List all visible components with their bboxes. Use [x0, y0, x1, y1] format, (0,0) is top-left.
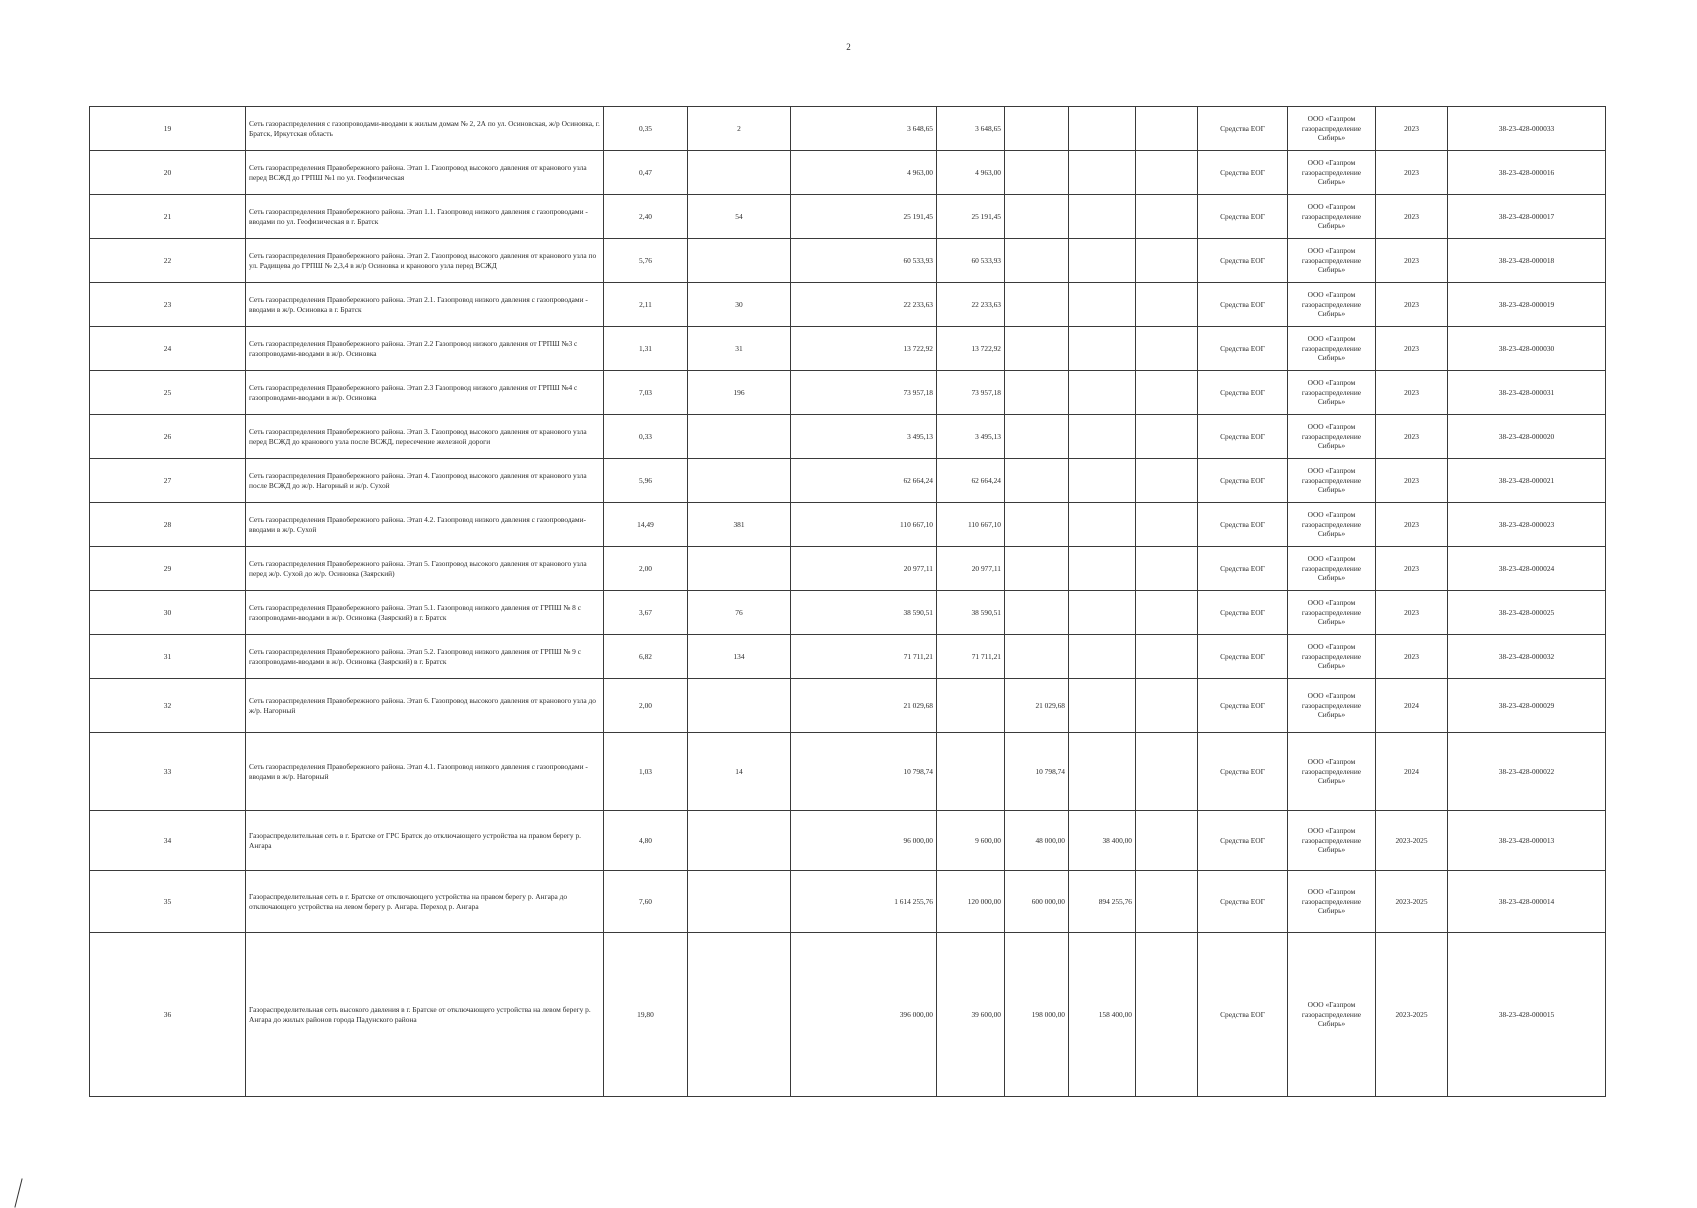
cost-2025-cell [1069, 195, 1136, 239]
length-km-cell: 5,96 [604, 459, 688, 503]
extra-cost-cell [1136, 239, 1198, 283]
executor-org-cell: ООО «Газпром газораспределение Сибирь» [1288, 635, 1376, 679]
object-name-cell: Сеть газораспределения Правобережного района. Этап 4.2. Газопровод низкого давления с газопроводами-вводами в ж/р. Сухой [246, 503, 604, 547]
row-number-cell: 33 [90, 733, 246, 811]
funding-source-cell: Средства ЕОГ [1198, 415, 1288, 459]
cost-2024-cell [1005, 415, 1069, 459]
implementation-years-cell: 2023 [1376, 195, 1448, 239]
extra-cost-cell [1136, 933, 1198, 1097]
total-cost-cell: 21 029,68 [791, 679, 937, 733]
implementation-years-cell: 2023 [1376, 503, 1448, 547]
extra-cost-cell [1136, 195, 1198, 239]
length-km-cell: 2,00 [604, 679, 688, 733]
table-row [90, 107, 1606, 151]
length-km-cell: 19,80 [604, 933, 688, 1097]
funding-source-cell: Средства ЕОГ [1198, 459, 1288, 503]
length-km-cell: 4,80 [604, 811, 688, 871]
cost-2025-cell [1069, 151, 1136, 195]
cost-2024-cell: 21 029,68 [1005, 679, 1069, 733]
cost-2025-cell [1069, 547, 1136, 591]
cost-2024-cell: 10 798,74 [1005, 733, 1069, 811]
row-number-cell: 29 [90, 547, 246, 591]
row-number-cell: 34 [90, 811, 246, 871]
executor-org-cell: ООО «Газпром газораспределение Сибирь» [1288, 371, 1376, 415]
program-code-cell: 38-23-428-000022 [1448, 733, 1606, 811]
cost-2024-cell [1005, 547, 1069, 591]
cost-2024-cell: 198 000,00 [1005, 933, 1069, 1097]
cost-2025-cell [1069, 327, 1136, 371]
extra-cost-cell [1136, 871, 1198, 933]
implementation-years-cell: 2023 [1376, 283, 1448, 327]
table-row [90, 591, 1606, 635]
funding-source-cell: Средства ЕОГ [1198, 151, 1288, 195]
cost-2024-cell [1005, 239, 1069, 283]
cost-2023-cell: 71 711,21 [937, 635, 1005, 679]
table-row [90, 811, 1606, 871]
executor-org-cell: ООО «Газпром газораспределение Сибирь» [1288, 239, 1376, 283]
connections-count-cell [688, 415, 791, 459]
funding-source-cell: Средства ЕОГ [1198, 327, 1288, 371]
implementation-years-cell: 2023 [1376, 371, 1448, 415]
executor-org-cell: ООО «Газпром газораспределение Сибирь» [1288, 811, 1376, 871]
cost-2025-cell [1069, 459, 1136, 503]
funding-source-cell: Средства ЕОГ [1198, 591, 1288, 635]
cost-2023-cell: 62 664,24 [937, 459, 1005, 503]
cost-2023-cell: 9 600,00 [937, 811, 1005, 871]
program-code-cell: 38-23-428-000031 [1448, 371, 1606, 415]
table-row [90, 459, 1606, 503]
object-name-cell: Сеть газораспределения Правобережного района. Этап 2.1. Газопровод низкого давления с газопроводами - вводами в ж/р. Осиновка в г. Братск [246, 283, 604, 327]
table-row [90, 733, 1606, 811]
connections-count-cell: 134 [688, 635, 791, 679]
object-name-cell: Сеть газораспределения Правобережного района. Этап 5. Газопровод высокого давления от кранового узла перед ж/р. Сухой до ж/р. Осиновка (Заярский) [246, 547, 604, 591]
object-name-cell: Сеть газораспределения Правобережного района. Этап 2.2 Газопровод низкого давления от ГРПШ №3 с газопроводами-вводами в ж/р. Осиновка [246, 327, 604, 371]
connections-count-cell: 196 [688, 371, 791, 415]
executor-org-cell: ООО «Газпром газораспределение Сибирь» [1288, 415, 1376, 459]
executor-org-cell: ООО «Газпром газораспределение Сибирь» [1288, 327, 1376, 371]
program-code-cell: 38-23-428-000029 [1448, 679, 1606, 733]
table-row [90, 151, 1606, 195]
implementation-years-cell: 2023 [1376, 635, 1448, 679]
extra-cost-cell [1136, 733, 1198, 811]
cost-2024-cell [1005, 459, 1069, 503]
extra-cost-cell [1136, 547, 1198, 591]
cost-2024-cell [1005, 371, 1069, 415]
table-row [90, 239, 1606, 283]
cost-2023-cell: 73 957,18 [937, 371, 1005, 415]
cost-2023-cell [937, 679, 1005, 733]
length-km-cell: 5,76 [604, 239, 688, 283]
executor-org-cell: ООО «Газпром газораспределение Сибирь» [1288, 547, 1376, 591]
object-name-cell: Сеть газораспределения Правобережного района. Этап 2. Газопровод высокого давления от кранового узла по ул. Радищева до ГРПШ № 2,3,4 в ж/р Осиновка и кранового узла перед ВСЖД [246, 239, 604, 283]
row-number-cell: 26 [90, 415, 246, 459]
program-code-cell: 38-23-428-000030 [1448, 327, 1606, 371]
cost-2024-cell [1005, 195, 1069, 239]
implementation-years-cell: 2023 [1376, 107, 1448, 151]
table-row [90, 635, 1606, 679]
implementation-years-cell: 2023-2025 [1376, 933, 1448, 1097]
extra-cost-cell [1136, 459, 1198, 503]
row-number-cell: 27 [90, 459, 246, 503]
executor-org-cell: ООО «Газпром газораспределение Сибирь» [1288, 933, 1376, 1097]
connections-count-cell [688, 933, 791, 1097]
object-name-cell: Газораспределительная сеть в г. Братске от ГРС Братск до отключающего устройства на правом берегу р. Ангара [246, 811, 604, 871]
cost-2024-cell [1005, 503, 1069, 547]
extra-cost-cell [1136, 151, 1198, 195]
cost-2024-cell [1005, 591, 1069, 635]
cost-2024-cell [1005, 327, 1069, 371]
extra-cost-cell [1136, 679, 1198, 733]
total-cost-cell: 38 590,51 [791, 591, 937, 635]
cost-2023-cell: 110 667,10 [937, 503, 1005, 547]
row-number-cell: 31 [90, 635, 246, 679]
connections-count-cell [688, 871, 791, 933]
cost-2023-cell: 3 648,65 [937, 107, 1005, 151]
connections-count-cell: 54 [688, 195, 791, 239]
length-km-cell: 7,03 [604, 371, 688, 415]
funding-source-cell: Средства ЕОГ [1198, 107, 1288, 151]
implementation-years-cell: 2023-2025 [1376, 811, 1448, 871]
table-row [90, 503, 1606, 547]
pen-mark [14, 1178, 22, 1207]
cost-2025-cell [1069, 733, 1136, 811]
total-cost-cell: 73 957,18 [791, 371, 937, 415]
executor-org-cell: ООО «Газпром газораспределение Сибирь» [1288, 195, 1376, 239]
program-code-cell: 38-23-428-000033 [1448, 107, 1606, 151]
executor-org-cell: ООО «Газпром газораспределение Сибирь» [1288, 733, 1376, 811]
program-code-cell: 38-23-428-000016 [1448, 151, 1606, 195]
funding-source-cell: Средства ЕОГ [1198, 635, 1288, 679]
extra-cost-cell [1136, 503, 1198, 547]
funding-source-cell: Средства ЕОГ [1198, 503, 1288, 547]
row-number-cell: 36 [90, 933, 246, 1097]
extra-cost-cell [1136, 371, 1198, 415]
cost-2025-cell: 38 400,00 [1069, 811, 1136, 871]
row-number-cell: 24 [90, 327, 246, 371]
cost-2024-cell [1005, 283, 1069, 327]
cost-2025-cell [1069, 635, 1136, 679]
program-code-cell: 38-23-428-000021 [1448, 459, 1606, 503]
object-name-cell: Сеть газораспределения Правобережного района. Этап 6. Газопровод высокого давления от кранового узла до ж/р. Нагорный [246, 679, 604, 733]
connections-count-cell: 14 [688, 733, 791, 811]
total-cost-cell: 4 963,00 [791, 151, 937, 195]
cost-2025-cell [1069, 283, 1136, 327]
connections-count-cell: 30 [688, 283, 791, 327]
connections-count-cell: 381 [688, 503, 791, 547]
program-code-cell: 38-23-428-000020 [1448, 415, 1606, 459]
object-name-cell: Сеть газораспределения Правобережного района. Этап 5.2. Газопровод низкого давления от ГРПШ № 9 с газопроводами-вводами в ж/р. Осиновка (Заярский) в г. Братск [246, 635, 604, 679]
object-name-cell: Сеть газораспределения Правобережного района. Этап 4. Газопровод высокого давления от кранового узла после ВСЖД до ж/р. Нагорный и ж/р. Сухой [246, 459, 604, 503]
implementation-years-cell: 2023 [1376, 591, 1448, 635]
cost-2025-cell [1069, 239, 1136, 283]
object-name-cell: Сеть газораспределения Правобережного района. Этап 2.3 Газопровод низкого давления от ГРПШ №4 с газопроводами-вводами в ж/р. Осиновка [246, 371, 604, 415]
table-row [90, 933, 1606, 1097]
row-number-cell: 28 [90, 503, 246, 547]
row-number-cell: 23 [90, 283, 246, 327]
object-name-cell: Газораспределительная сеть в г. Братске от отключающего устройства на правом берегу р. Ангара до отключающего устройства на левом берегу р. Ангара. Переход р. Ангара [246, 871, 604, 933]
implementation-years-cell: 2023 [1376, 547, 1448, 591]
object-name-cell: Сеть газораспределения Правобережного района. Этап 4.1. Газопровод низкого давления с газопроводами - вводами в ж/р. Нагорный [246, 733, 604, 811]
page-number: 2 [846, 42, 851, 52]
table-row [90, 679, 1606, 733]
funding-source-cell: Средства ЕОГ [1198, 195, 1288, 239]
program-code-cell: 38-23-428-000018 [1448, 239, 1606, 283]
cost-2023-cell: 3 495,13 [937, 415, 1005, 459]
funding-source-cell: Средства ЕОГ [1198, 933, 1288, 1097]
total-cost-cell: 396 000,00 [791, 933, 937, 1097]
funding-source-cell: Средства ЕОГ [1198, 679, 1288, 733]
executor-org-cell: ООО «Газпром газораспределение Сибирь» [1288, 459, 1376, 503]
cost-2025-cell [1069, 503, 1136, 547]
row-number-cell: 30 [90, 591, 246, 635]
length-km-cell: 0,47 [604, 151, 688, 195]
table-row [90, 283, 1606, 327]
object-name-cell: Сеть газораспределения Правобережного района. Этап 1. Газопровод высокого давления от кранового узла перед ВСЖД до ГРПШ №1 по ул. Геофизическая [246, 151, 604, 195]
object-name-cell: Сеть газораспределения Правобережного района. Этап 1.1. Газопровод низкого давления с газопроводами - вводами по ул. Геофизическая в г. Братск [246, 195, 604, 239]
table-row [90, 371, 1606, 415]
row-number-cell: 32 [90, 679, 246, 733]
funding-source-cell: Средства ЕОГ [1198, 239, 1288, 283]
cost-2025-cell: 158 400,00 [1069, 933, 1136, 1097]
table-row [90, 871, 1606, 933]
connections-count-cell [688, 151, 791, 195]
row-number-cell: 21 [90, 195, 246, 239]
length-km-cell: 2,00 [604, 547, 688, 591]
cost-2023-cell [937, 733, 1005, 811]
extra-cost-cell [1136, 415, 1198, 459]
cost-2023-cell: 39 600,00 [937, 933, 1005, 1097]
implementation-years-cell: 2023 [1376, 151, 1448, 195]
program-code-cell: 38-23-428-000023 [1448, 503, 1606, 547]
length-km-cell: 7,60 [604, 871, 688, 933]
cost-2023-cell: 20 977,11 [937, 547, 1005, 591]
object-name-cell: Сеть газораспределения Правобережного района. Этап 3. Газопровод высокого давления от кранового узла перед ВСЖД до кранового узла после ВСЖД, пересечение железной дороги [246, 415, 604, 459]
total-cost-cell: 3 495,13 [791, 415, 937, 459]
executor-org-cell: ООО «Газпром газораспределение Сибирь» [1288, 591, 1376, 635]
funding-source-cell: Средства ЕОГ [1198, 283, 1288, 327]
cost-2024-cell [1005, 151, 1069, 195]
implementation-years-cell: 2023 [1376, 327, 1448, 371]
program-code-cell: 38-23-428-000017 [1448, 195, 1606, 239]
cost-2025-cell [1069, 371, 1136, 415]
extra-cost-cell [1136, 107, 1198, 151]
length-km-cell: 0,35 [604, 107, 688, 151]
table-row [90, 327, 1606, 371]
cost-2024-cell [1005, 635, 1069, 679]
connections-count-cell [688, 679, 791, 733]
cost-2025-cell [1069, 679, 1136, 733]
connections-count-cell [688, 459, 791, 503]
length-km-cell: 2,11 [604, 283, 688, 327]
row-number-cell: 19 [90, 107, 246, 151]
extra-cost-cell [1136, 635, 1198, 679]
extra-cost-cell [1136, 591, 1198, 635]
funding-source-cell: Средства ЕОГ [1198, 547, 1288, 591]
table-row [90, 195, 1606, 239]
gasification-program-table [89, 106, 1606, 1097]
program-code-cell: 38-23-428-000032 [1448, 635, 1606, 679]
funding-source-cell: Средства ЕОГ [1198, 371, 1288, 415]
length-km-cell: 2,40 [604, 195, 688, 239]
cost-2023-cell: 22 233,63 [937, 283, 1005, 327]
program-code-cell: 38-23-428-000013 [1448, 811, 1606, 871]
object-name-cell: Газораспределительная сеть высокого давления в г. Братске от отключающего устройства на левом берегу р. Ангара до жилых районов города Падунского района [246, 933, 604, 1097]
object-name-cell: Сеть газораспределения Правобережного района. Этап 5.1. Газопровод низкого давления от ГРПШ № 8 с газопроводами-вводами в ж/р. Осиновка (Заярский) в г. Братск [246, 591, 604, 635]
length-km-cell: 1,03 [604, 733, 688, 811]
length-km-cell: 0,33 [604, 415, 688, 459]
cost-2023-cell: 120 000,00 [937, 871, 1005, 933]
cost-2023-cell: 60 533,93 [937, 239, 1005, 283]
length-km-cell: 6,82 [604, 635, 688, 679]
total-cost-cell: 20 977,11 [791, 547, 937, 591]
total-cost-cell: 71 711,21 [791, 635, 937, 679]
program-code-cell: 38-23-428-000024 [1448, 547, 1606, 591]
funding-source-cell: Средства ЕОГ [1198, 733, 1288, 811]
total-cost-cell: 60 533,93 [791, 239, 937, 283]
total-cost-cell: 110 667,10 [791, 503, 937, 547]
cost-2023-cell: 4 963,00 [937, 151, 1005, 195]
object-name-cell: Сеть газораспределения с газопроводами-вводами к жилым домам № 2, 2А по ул. Осиновская, ж/р Осиновка, г. Братск, Иркутская область [246, 107, 604, 151]
executor-org-cell: ООО «Газпром газораспределение Сибирь» [1288, 871, 1376, 933]
funding-source-cell: Средства ЕОГ [1198, 871, 1288, 933]
program-code-cell: 38-23-428-000019 [1448, 283, 1606, 327]
cost-2025-cell [1069, 591, 1136, 635]
executor-org-cell: ООО «Газпром газораспределение Сибирь» [1288, 679, 1376, 733]
executor-org-cell: ООО «Газпром газораспределение Сибирь» [1288, 283, 1376, 327]
cost-2025-cell [1069, 107, 1136, 151]
program-code-cell: 38-23-428-000014 [1448, 871, 1606, 933]
total-cost-cell: 1 614 255,76 [791, 871, 937, 933]
extra-cost-cell [1136, 283, 1198, 327]
cost-2024-cell: 600 000,00 [1005, 871, 1069, 933]
implementation-years-cell: 2023 [1376, 459, 1448, 503]
length-km-cell: 14,49 [604, 503, 688, 547]
extra-cost-cell [1136, 327, 1198, 371]
row-number-cell: 35 [90, 871, 246, 933]
total-cost-cell: 96 000,00 [791, 811, 937, 871]
program-code-cell: 38-23-428-000015 [1448, 933, 1606, 1097]
connections-count-cell: 76 [688, 591, 791, 635]
connections-count-cell [688, 811, 791, 871]
total-cost-cell: 3 648,65 [791, 107, 937, 151]
table-row [90, 547, 1606, 591]
row-number-cell: 22 [90, 239, 246, 283]
executor-org-cell: ООО «Газпром газораспределение Сибирь» [1288, 151, 1376, 195]
length-km-cell: 3,67 [604, 591, 688, 635]
connections-count-cell: 2 [688, 107, 791, 151]
executor-org-cell: ООО «Газпром газораспределение Сибирь» [1288, 107, 1376, 151]
connections-count-cell [688, 239, 791, 283]
executor-org-cell: ООО «Газпром газораспределение Сибирь» [1288, 503, 1376, 547]
cost-2023-cell: 38 590,51 [937, 591, 1005, 635]
funding-source-cell: Средства ЕОГ [1198, 811, 1288, 871]
cost-2024-cell [1005, 107, 1069, 151]
total-cost-cell: 10 798,74 [791, 733, 937, 811]
implementation-years-cell: 2023 [1376, 239, 1448, 283]
implementation-years-cell: 2023-2025 [1376, 871, 1448, 933]
program-code-cell: 38-23-428-000025 [1448, 591, 1606, 635]
implementation-years-cell: 2023 [1376, 415, 1448, 459]
cost-2025-cell: 894 255,76 [1069, 871, 1136, 933]
connections-count-cell [688, 547, 791, 591]
total-cost-cell: 13 722,92 [791, 327, 937, 371]
cost-2025-cell [1069, 415, 1136, 459]
length-km-cell: 1,31 [604, 327, 688, 371]
total-cost-cell: 25 191,45 [791, 195, 937, 239]
cost-2023-cell: 13 722,92 [937, 327, 1005, 371]
row-number-cell: 20 [90, 151, 246, 195]
implementation-years-cell: 2024 [1376, 679, 1448, 733]
table-row [90, 415, 1606, 459]
total-cost-cell: 22 233,63 [791, 283, 937, 327]
connections-count-cell: 31 [688, 327, 791, 371]
implementation-years-cell: 2024 [1376, 733, 1448, 811]
cost-2023-cell: 25 191,45 [937, 195, 1005, 239]
cost-2024-cell: 48 000,00 [1005, 811, 1069, 871]
row-number-cell: 25 [90, 371, 246, 415]
extra-cost-cell [1136, 811, 1198, 871]
total-cost-cell: 62 664,24 [791, 459, 937, 503]
